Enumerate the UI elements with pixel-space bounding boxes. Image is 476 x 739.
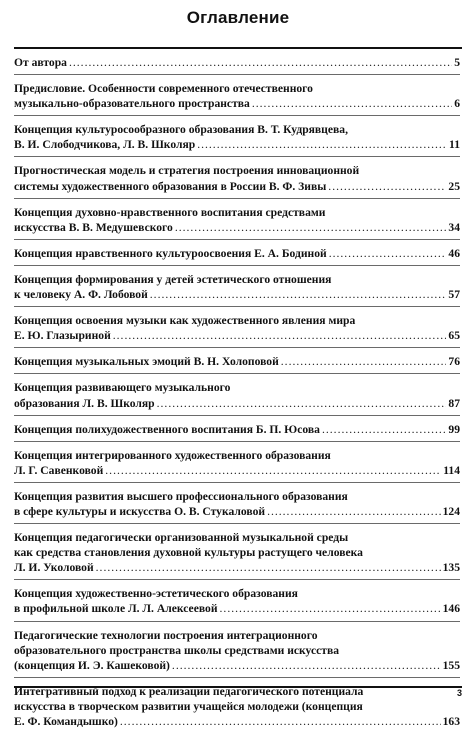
toc-entry-last-line — [14, 246, 460, 261]
toc-entry — [14, 163, 460, 198]
toc-entry-last-line — [14, 287, 460, 302]
top-rule — [14, 47, 462, 49]
dot-leader — [120, 714, 441, 729]
toc-entry-title-line: Концепция художественно-эстетического образования — [14, 587, 298, 601]
toc-entry-last-line — [14, 504, 460, 519]
toc-entry — [14, 246, 460, 266]
dot-leader — [197, 137, 447, 152]
toc-entry-title-line: как средства становления духовной культуры растущего человека — [14, 546, 363, 560]
toc-entry-last-line — [14, 601, 460, 616]
toc-entry-title-line: Концепция формирования у детей эстетического отношения — [14, 272, 332, 286]
toc-entry-page: 6 — [454, 97, 460, 111]
toc-entry-title-line: Концепция духовно-нравственного воспитания средствами — [14, 205, 326, 219]
toc-entry-last-line — [14, 396, 460, 411]
toc-entry-title-line: Концепция нравственного культуроосвоения Е. А. Бодиной — [14, 246, 327, 260]
toc-entry-title-line: искусства в творческом развитии учащейся молодежи (концепция — [14, 699, 363, 713]
toc-entry-title-line: Е. Ю. Глазыриной — [14, 329, 111, 343]
toc-entry — [14, 628, 460, 678]
toc-entry-page: 65 — [448, 329, 460, 343]
dot-leader — [329, 246, 447, 261]
toc-entry-last-line — [14, 354, 460, 369]
toc-entry-title-line: Концепция интегрированного художественного образования — [14, 448, 331, 462]
toc-entry — [14, 489, 460, 524]
toc-entry-page: 146 — [442, 602, 460, 616]
dot-leader — [267, 504, 441, 519]
toc-entry-page: 99 — [448, 422, 460, 436]
toc-entry-page: 5 — [454, 56, 460, 69]
toc-entry-title-line: Е. Ф. Командышко) — [14, 715, 118, 728]
toc-entry-last-line — [14, 55, 460, 70]
toc-entry-last-line — [14, 96, 460, 111]
toc-entry — [14, 448, 460, 483]
page-title: Оглавление — [186, 8, 290, 27]
toc-entry-title-line: искусства В. В. Медушевского — [14, 220, 173, 234]
toc-entry-title-line: (концепция И. Э. Кашековой) — [14, 658, 170, 672]
dot-leader — [175, 220, 447, 235]
dot-leader — [105, 463, 441, 478]
dot-leader — [252, 96, 452, 111]
dot-leader — [328, 179, 446, 194]
toc-entry-page: 163 — [442, 715, 460, 728]
toc-entry-page: 34 — [448, 220, 460, 234]
toc-entry — [14, 380, 460, 415]
toc-entry-title-line: Концепция полихудожественного воспитания Б. П. Юсова — [14, 422, 320, 436]
toc-entry-page: 57 — [448, 288, 460, 302]
toc-entry-title-line: Педагогические технологии построения интеграционного — [14, 628, 318, 642]
toc-entry-last-line — [14, 658, 460, 673]
toc-entry-title-line: образования Л. В. Школяр — [14, 396, 155, 410]
dot-leader — [96, 560, 441, 575]
toc-entry — [14, 205, 460, 240]
toc-entry-page: 155 — [442, 658, 460, 672]
bottom-rule — [14, 686, 462, 688]
toc-entry-page: 135 — [442, 561, 460, 575]
toc-entry — [14, 530, 460, 580]
toc-entry-title-line: Предисловие. Особенности современного отечественного — [14, 82, 313, 96]
toc-entry-page: 124 — [442, 504, 460, 518]
toc-entry — [14, 55, 460, 75]
dot-leader — [281, 354, 447, 369]
toc-entry-title-line: Концепция культуросообразного образования В. Т. Кудрявцева, — [14, 123, 348, 137]
toc-entry-title-line: образовательного пространства школы средствами искусства — [14, 643, 340, 657]
toc-entry-title-line: Концепция развития высшего профессионального образования — [14, 489, 348, 503]
toc-entry — [14, 354, 460, 374]
toc-entry-last-line — [14, 220, 460, 235]
toc-entry-title-line: Интегративный подход к реализации педагогического потенциала — [14, 684, 364, 698]
toc-entry-title-line: Концепция педагогически организованной музыкальной среды — [14, 531, 349, 545]
toc-entry-last-line — [14, 422, 460, 437]
dot-leader — [150, 287, 447, 302]
dot-leader — [322, 422, 446, 437]
toc-entry-last-line — [14, 560, 460, 575]
toc-entry-title-line: Концепция развивающего музыкального — [14, 381, 231, 395]
toc-entry — [14, 684, 460, 733]
toc-entry — [14, 122, 460, 157]
toc-entry-title-line: От автора — [14, 56, 67, 69]
toc-entry-last-line — [14, 463, 460, 478]
toc-entry-title-line: в профильной школе Л. Л. Алексеевой — [14, 602, 218, 616]
toc-entry-title-line: в сфере культуры и искусства О. В. Стукаловой — [14, 504, 266, 518]
toc-entry — [14, 272, 460, 307]
table-of-contents — [14, 55, 460, 739]
toc-entry-title-line: к человеку А. Ф. Лобовой — [14, 288, 148, 302]
toc-entry-last-line — [14, 137, 460, 152]
toc-entry — [14, 422, 460, 442]
toc-entry-title-line: системы художественного образования в России В. Ф. Зивы — [14, 179, 327, 193]
dot-leader — [113, 328, 447, 343]
toc-entry — [14, 313, 460, 348]
toc-entry-last-line — [14, 714, 460, 729]
dot-leader — [220, 601, 441, 616]
toc-entry-last-line — [14, 328, 460, 343]
toc-entry-page: 25 — [448, 179, 460, 193]
toc-entry-title-line: музыкально-образовательного пространства — [14, 97, 250, 111]
toc-entry-page: 46 — [448, 246, 460, 260]
toc-entry-title-line: Концепция освоения музыки как художественного явления мира — [14, 314, 356, 328]
toc-entry-title-line: Л. Г. Савенковой — [14, 463, 104, 477]
toc-entry-page: 76 — [448, 355, 460, 369]
toc-entry-title-line: В. И. Слободчикова, Л. В. Школяр — [14, 138, 196, 152]
toc-entry-title-line: Концепция музыкальных эмоций В. Н. Холоповой — [14, 355, 279, 369]
toc-entry-last-line — [14, 179, 460, 194]
toc-entry-title-line: Л. И. Уколовой — [14, 561, 94, 575]
dot-leader — [69, 55, 452, 70]
toc-entry-page: 11 — [449, 138, 460, 152]
toc-entry — [14, 586, 460, 621]
toc-entry-page: 114 — [443, 463, 460, 477]
page-number: 3 — [456, 688, 462, 698]
toc-entry-page: 87 — [448, 396, 460, 410]
toc-entry-title-line: Прогностическая модель и стратегия построения инновационной — [14, 164, 360, 178]
toc-entry — [14, 81, 460, 116]
dot-leader — [172, 658, 441, 673]
dot-leader — [157, 396, 447, 411]
